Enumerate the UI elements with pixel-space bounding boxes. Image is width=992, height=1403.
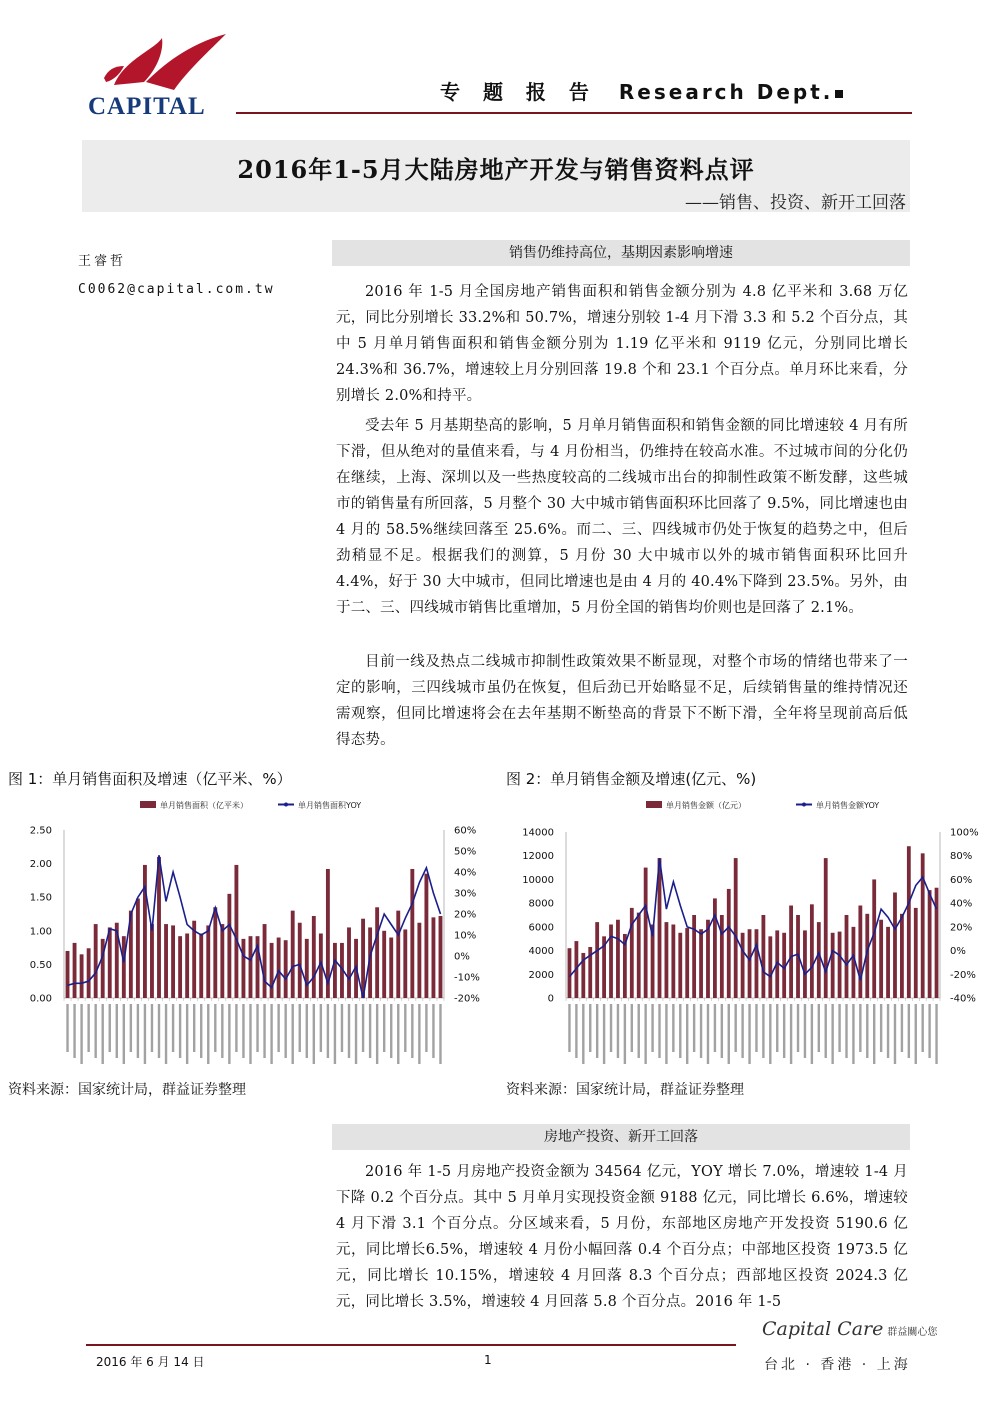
chart2-x-tick-label-glyph xyxy=(568,1004,570,1052)
chart1-x-tick-label-glyph xyxy=(299,1004,301,1052)
chart2-bar xyxy=(734,858,738,998)
chart2-bar xyxy=(824,858,828,998)
chart1-x-tick-label-glyph xyxy=(80,1004,82,1064)
chart1-x-tick-label-glyph xyxy=(116,1004,118,1058)
chart2-left-tick-label: 12000 xyxy=(522,851,554,863)
chart2-right-tick-label: 40% xyxy=(950,898,973,910)
chart2-x-tick-label-glyph xyxy=(859,1004,861,1052)
chart1-x-tick-label-glyph xyxy=(151,1004,153,1052)
chart1-x-tick-label-glyph xyxy=(369,1004,371,1058)
chart2-bar xyxy=(727,889,731,998)
dept-cn: 专 题 报 告 xyxy=(440,80,597,104)
chart1-bar xyxy=(94,924,98,998)
chart2-x-tick-label-glyph xyxy=(915,1004,917,1064)
chart1-x-tick-label-glyph xyxy=(313,1004,315,1064)
chart2-left-tick-label: 0 xyxy=(547,993,554,1005)
logo-text: CAPITAL xyxy=(88,93,206,120)
chart2-x-tick-label-glyph xyxy=(935,1004,937,1064)
chart1-x-tick-label-glyph xyxy=(376,1004,378,1064)
chart1-bar xyxy=(424,874,428,998)
chart1-x-tick-label-glyph xyxy=(102,1004,104,1064)
chart2-x-tick-label-glyph xyxy=(693,1004,695,1052)
chart2-bar xyxy=(886,927,890,998)
chart1-x-tick-label-glyph xyxy=(418,1004,420,1064)
chart1-x-tick-label-glyph xyxy=(348,1004,350,1058)
chart1-bar xyxy=(263,924,267,998)
figure-2-source: 资料来源：国家统计局，群益证券整理 xyxy=(506,1082,744,1098)
paragraph-sales-1: 2016 年 1-5 月全国房地产销售面积和销售金额分别为 4.8 亿平米和 3.68 万亿元，同比分别增长 33.2%和 50.7%，增速分别较 1-4 月下滑 3.3 和 5.2 个百分点，其中 5 月单月销售面积和销售金额分别为 1.19 亿平米和 9119 亿元，分别同比增长 24.3%和 36.7%，增速较上月分别回落 19.8 个和 23.1 个百分点。单月环比来看，分别增长 2.0%和持平。 xyxy=(336,284,908,404)
chart1-bar xyxy=(333,943,337,998)
chart1-x-tick-label-glyph xyxy=(242,1004,244,1058)
chart1-bar xyxy=(298,923,302,998)
chart1-left-tick-label: 1.50 xyxy=(29,892,52,904)
section-heading-investment: 房地产投资、新开工回落 xyxy=(332,1124,910,1150)
chart1-bar xyxy=(108,927,112,998)
chart1-right-tick-label: 0% xyxy=(454,951,470,963)
chart2-x-tick-label-glyph xyxy=(679,1004,681,1058)
chart1-x-tick-label-glyph xyxy=(165,1004,167,1064)
chart1-right-tick-label: 10% xyxy=(454,930,477,942)
dept-en: Research Dept. xyxy=(618,80,834,104)
chart1-x-tick-label-glyph xyxy=(306,1004,308,1058)
chart2-x-tick-label-glyph xyxy=(838,1004,840,1052)
chart1-bar xyxy=(432,917,436,998)
chart1-bar xyxy=(396,911,400,998)
chart2-legend-bar-label: 单月销售金额（亿元） xyxy=(666,801,746,810)
chart1-x-tick-label-glyph xyxy=(277,1004,279,1052)
chart1-bar xyxy=(178,936,182,998)
chart2-x-tick-label-glyph xyxy=(631,1004,633,1052)
chart2-x-tick-label-glyph xyxy=(928,1004,930,1058)
chart1-legend xyxy=(140,800,361,810)
chart1-x-tick-marks xyxy=(64,998,444,1064)
chart1-bar xyxy=(312,916,316,998)
chart2-x-tick-label-glyph xyxy=(700,1004,702,1058)
chart1-bar xyxy=(143,865,147,998)
chart1-x-tick-label-glyph xyxy=(270,1004,272,1064)
chart1-x-tick-label-glyph xyxy=(87,1004,89,1052)
chart1-right-tick-label: -10% xyxy=(454,972,480,984)
chart2-x-tick-label-glyph xyxy=(721,1004,723,1058)
chart1-right-tick-label: 30% xyxy=(454,888,477,900)
chart2-bar xyxy=(817,922,821,998)
chart1-bar xyxy=(220,924,224,998)
chart1-bar xyxy=(213,907,217,998)
chart1-bar xyxy=(403,929,407,998)
chart1-bar xyxy=(87,948,91,998)
chart1-bar xyxy=(73,943,77,998)
chart1-bar xyxy=(150,924,154,998)
chart1-x-tick-label-glyph xyxy=(214,1004,216,1052)
chart1-x-tick-label-glyph xyxy=(425,1004,427,1052)
chart2-left-tick-label: 2000 xyxy=(528,969,554,981)
chart2-bar xyxy=(685,928,689,998)
chart1-bar xyxy=(382,931,386,998)
chart-sales-amount xyxy=(500,792,992,1072)
chart1-x-tick-label-glyph xyxy=(249,1004,251,1064)
chart2-x-tick-label-glyph xyxy=(887,1004,889,1058)
chart2-right-tick-label: 0% xyxy=(950,946,966,958)
capital-care-text: Capital Care xyxy=(762,1318,884,1340)
chart2-bar xyxy=(858,906,862,998)
chart2-left-tick-label: 4000 xyxy=(528,946,554,958)
chart1-right-tick-label: 60% xyxy=(454,825,477,837)
chart2-bar xyxy=(907,846,911,998)
chart2-bar xyxy=(845,915,849,998)
chart2-x-tick-label-glyph xyxy=(831,1004,833,1064)
chart2-x-tick-label-glyph xyxy=(818,1004,820,1052)
chart1-x-tick-label-glyph xyxy=(284,1004,286,1058)
chart2-bar xyxy=(699,929,703,998)
chart2-left-tick-label: 8000 xyxy=(528,898,554,910)
chart1-bar xyxy=(410,869,414,998)
chart2-x-tick-label-glyph xyxy=(852,1004,854,1064)
chart1-left-tick-label: 2.00 xyxy=(29,859,52,871)
chart1-x-tick-label-glyph xyxy=(123,1004,125,1064)
chart2-x-tick-label-glyph xyxy=(624,1004,626,1064)
chart2-x-tick-label-glyph xyxy=(825,1004,827,1058)
chart2-bar xyxy=(893,892,897,998)
capital-care-tag: 群益關心您 xyxy=(887,1327,938,1338)
chart1-legend-bar-swatch xyxy=(140,801,156,808)
chart1-bar xyxy=(66,951,70,998)
chart2-bar xyxy=(665,922,669,998)
chart1-right-tick-label: -20% xyxy=(454,993,480,1005)
chart2-legend-bar-swatch xyxy=(646,801,662,808)
chart1-bar xyxy=(80,954,84,998)
chart1-bar xyxy=(234,865,238,998)
chart1-x-tick-label-glyph xyxy=(390,1004,392,1058)
chart1-bar xyxy=(249,936,253,998)
chart1-x-tick-label-glyph xyxy=(221,1004,223,1058)
chart1-bar xyxy=(347,927,351,998)
chart2-legend-line-label: 单月销售金额YOY xyxy=(816,801,880,810)
chart1-x-tick-label-glyph xyxy=(292,1004,294,1064)
chart1-x-tick-label-glyph xyxy=(186,1004,188,1064)
chart2-bar-series xyxy=(568,846,939,998)
chart2-bar xyxy=(831,933,835,998)
footer-rule xyxy=(86,1344,736,1346)
chart2-x-tick-label-glyph xyxy=(873,1004,875,1064)
chart1-x-tick-label-glyph xyxy=(66,1004,68,1052)
chart2-bar xyxy=(692,915,696,998)
chart2-left-tick-label: 10000 xyxy=(522,874,554,886)
chart1-x-tick-label-glyph xyxy=(228,1004,230,1064)
chart2-bar xyxy=(706,920,710,998)
chart1-x-tick-label-glyph xyxy=(179,1004,181,1058)
chart2-x-tick-label-glyph xyxy=(596,1004,598,1058)
chart2-x-tick-label-glyph xyxy=(651,1004,653,1052)
chart-sales-area xyxy=(0,792,490,1072)
chart1-left-tick-label: 0.00 xyxy=(29,993,52,1005)
chart2-bar xyxy=(637,913,641,998)
chart2-x-tick-label-glyph xyxy=(714,1004,716,1052)
chart2-x-tick-label-glyph xyxy=(921,1004,923,1052)
chart2-x-tick-label-glyph xyxy=(783,1004,785,1058)
chart1-bar xyxy=(389,938,393,998)
chart2-x-tick-label-glyph xyxy=(741,1004,743,1058)
chart1-x-tick-label-glyph xyxy=(263,1004,265,1058)
figure-2-title: 图 2：单月销售金额及增速(亿元、%) xyxy=(506,770,757,788)
chart2-bar xyxy=(838,932,842,998)
chart2-x-tick-label-glyph xyxy=(686,1004,688,1064)
chart1-x-tick-label-glyph xyxy=(334,1004,336,1064)
chart1-left-tick-label: 1.00 xyxy=(29,926,52,938)
chart2-bar xyxy=(644,868,648,998)
chart1-x-tick-label-glyph xyxy=(256,1004,258,1052)
chart1-right-tick-label: 50% xyxy=(454,846,477,858)
chart1-bar xyxy=(291,911,295,998)
chart1-bar xyxy=(439,916,443,998)
chart1-x-tick-label-glyph xyxy=(235,1004,237,1052)
chart1-legend-line-marker xyxy=(284,803,288,807)
chart2-x-tick-label-glyph xyxy=(811,1004,813,1064)
chart1-bar xyxy=(122,936,126,998)
chart2-right-tick-label: -40% xyxy=(950,993,976,1005)
chart2-bar xyxy=(595,922,599,998)
chart2-legend-line-marker xyxy=(802,803,806,807)
report-title: 2016年1-5月大陆房地产开发与销售资料点评 xyxy=(237,155,755,184)
chart1-bar xyxy=(164,924,168,998)
chart1-left-tick-label: 0.50 xyxy=(29,959,52,971)
chart2-x-tick-label-glyph xyxy=(575,1004,577,1058)
dept-line xyxy=(440,76,843,105)
chart1-x-tick-label-glyph xyxy=(320,1004,322,1052)
chart1-bar-series xyxy=(66,857,443,998)
chart2-x-tick-label-glyph xyxy=(638,1004,640,1058)
chart2-x-tick-label-glyph xyxy=(776,1004,778,1052)
chart2-right-tick-label: 100% xyxy=(950,827,979,839)
capital-care-logo xyxy=(762,1318,937,1340)
chart1-x-tick-label-glyph xyxy=(94,1004,96,1058)
chart2-x-tick-label-glyph xyxy=(866,1004,868,1058)
header-rule xyxy=(236,112,912,114)
capital-logo xyxy=(84,30,244,120)
paragraph-sales-2: 受去年 5 月基期垫高的影响，5 月单月销售面积和销售金额的同比增速较 4 月有所下滑，但从绝对的量值来看，与 4 月份相当，仍维持在较高水准。不过城市间的分化仍在继续，上海、深圳以及一些热度较高的二线城市出台的抑制性政策不断发酵，这些城市的销售量有所回落，5 月整个 30 大中城市销售面积环比回落了 9.5%，同比增速也由 4 月的 58.5%继续回落至 25.6%。而二、三、四线城市仍处于恢复的趋势之中，但后劲稍显不足。根据我们的测算，5 月份 30 大中城市以外的城市销售面积环比回升 4.4%，好于 30 大中城市，但同比增速也是由 4 月的 40.4%下降到 23.5%。另外，由于二、三、四线城市销售比重增加，5 月份全国的销售均价则也是回落了 2.1%。 xyxy=(336,418,908,616)
chart2-bar xyxy=(755,929,759,998)
chart1-x-tick-label-glyph xyxy=(355,1004,357,1064)
chart2-bar xyxy=(879,920,883,998)
chart2-x-tick-label-glyph xyxy=(804,1004,806,1058)
chart2-x-tick-label-glyph xyxy=(617,1004,619,1058)
chart2-right-tick-label: -20% xyxy=(950,969,976,981)
chart2-x-tick-label-glyph xyxy=(603,1004,605,1064)
paragraph-sales-3: 目前一线及热点二线城市抑制性政策效果不断显现，对整个市场的情绪也带来了一定的影响，三四线城市虽仍在恢复，但后劲已开始略显不足，后续销售量的维持情况还需观察，但同比增速将会在去年基期不断垫高的背景下不断下滑，全年将呈现前高后低得态势。 xyxy=(336,654,908,748)
chart1-x-tick-label-glyph xyxy=(109,1004,111,1052)
chart2-x-tick-label-glyph xyxy=(908,1004,910,1058)
paragraph-investment-1: 2016 年 1-5 月房地产投资金额为 34564 亿元，YOY 增长 7.0%，增速较 1-4 月下降 0.2 个百分点。其中 5 月单月实现投资金额 9188 亿元，同比增长 6.6%，增速较 4 月下滑 3.1 个百分点。分区域来看，5 月份，东部地区房地产开发投资 5190.6 亿元，同比增长6.5%，增速较 4 月份小幅回落 0.4 个百分点；中部地区投资 1973.5 亿元，同比增长 10.15%，增速较 4 月回落 8.3 个百分点；西部地区投资 2024.3 亿元，同比增长 3.5%，增速较 4 月回落 5.8 个百分点。2016 年 1-5 xyxy=(336,1164,908,1310)
figure-1-title: 图 1：单月销售面积及增速（亿平米、%） xyxy=(8,770,292,788)
chart1-x-tick-label-glyph xyxy=(158,1004,160,1058)
chart2-x-tick-label-glyph xyxy=(845,1004,847,1058)
chart1-legend-line-label: 单月销售面积YOY xyxy=(298,801,362,810)
chart2-x-tick-label-glyph xyxy=(748,1004,750,1064)
chart2-bar xyxy=(803,930,807,998)
chart2-x-tick-label-glyph xyxy=(665,1004,667,1064)
chart1-bar xyxy=(206,925,210,998)
chart2-x-tick-label-glyph xyxy=(672,1004,674,1052)
chart1-bar xyxy=(136,899,140,998)
chart2-bar xyxy=(616,920,620,998)
chart2-bar xyxy=(720,915,724,998)
chart1-x-tick-label-glyph xyxy=(137,1004,139,1058)
chart1-bar xyxy=(277,938,281,998)
chart2-x-tick-label-glyph xyxy=(790,1004,792,1064)
chart2-x-tick-label-glyph xyxy=(755,1004,757,1052)
chart1-x-tick-label-glyph xyxy=(362,1004,364,1052)
chart2-x-tick-label-glyph xyxy=(658,1004,660,1058)
chart1-bar xyxy=(284,940,288,998)
chart1-bar xyxy=(199,933,203,998)
chart1-x-tick-label-glyph xyxy=(432,1004,434,1058)
chart1-bar xyxy=(375,907,379,998)
chart1-right-tick-label: 20% xyxy=(454,909,477,921)
chart1-bar xyxy=(242,939,246,998)
chart2-bar xyxy=(678,933,682,998)
page-number: 1 xyxy=(484,1353,492,1367)
chart2-legend xyxy=(646,800,879,810)
chart2-bar xyxy=(872,879,876,998)
section-heading-sales: 销售仍维持高位，基期因素影响增速 xyxy=(332,240,910,266)
chart1-x-tick-label-glyph xyxy=(130,1004,132,1052)
chart1-x-tick-label-glyph xyxy=(207,1004,209,1064)
chart1-bar xyxy=(270,943,274,998)
chart1-x-tick-label-glyph xyxy=(397,1004,399,1064)
chart1-x-tick-label-glyph xyxy=(411,1004,413,1058)
chart1-x-tick-label-glyph xyxy=(404,1004,406,1052)
footer-date: 2016 年 6 月 14 日 xyxy=(96,1355,205,1369)
chart2-right-tick-label: 60% xyxy=(950,874,973,886)
chart2-x-tick-label-glyph xyxy=(901,1004,903,1052)
chart2-x-tick-label-glyph xyxy=(644,1004,646,1064)
chart1-right-tick-label: 40% xyxy=(454,867,477,879)
chart2-x-tick-label-glyph xyxy=(610,1004,612,1052)
chart2-bar xyxy=(789,906,793,998)
chart1-bar xyxy=(171,925,175,998)
chart2-right-tick-label: 80% xyxy=(950,851,973,863)
chart2-right-tick-label: 20% xyxy=(950,922,973,934)
author-email[interactable]: C0062@capital.com.tw xyxy=(78,282,275,297)
chart1-x-tick-label-glyph xyxy=(383,1004,385,1052)
chart1-x-tick-label-glyph xyxy=(439,1004,441,1064)
chart2-bar xyxy=(768,936,772,998)
figure-1-source: 资料来源：国家统计局，群益证券整理 xyxy=(8,1082,246,1098)
chart1-bar xyxy=(227,894,231,998)
chart2-bar xyxy=(748,929,752,998)
chart2-x-tick-label-glyph xyxy=(582,1004,584,1064)
chart2-bar xyxy=(900,914,904,998)
chart2-x-tick-label-glyph xyxy=(769,1004,771,1064)
chart2-bar xyxy=(810,904,814,998)
report-subtitle: ——销售、投资、新开工回落 xyxy=(685,193,906,213)
chart2-bar xyxy=(914,908,918,998)
chart1-x-tick-label-glyph xyxy=(144,1004,146,1064)
chart2-bar xyxy=(671,924,675,998)
chart2-x-tick-label-glyph xyxy=(728,1004,730,1064)
chart2-bar xyxy=(761,915,765,998)
chart1-x-tick-label-glyph xyxy=(193,1004,195,1052)
chart1-x-tick-label-glyph xyxy=(172,1004,174,1052)
chart1-legend-bar-label: 单月销售面积（亿平米） xyxy=(160,801,248,810)
chart2-bar xyxy=(921,853,925,998)
chart1-left-tick-label: 2.50 xyxy=(29,825,52,837)
chart2-x-tick-label-glyph xyxy=(589,1004,591,1052)
chart1-x-tick-label-glyph xyxy=(200,1004,202,1058)
chart2-x-tick-label-glyph xyxy=(894,1004,896,1064)
footer-cities: 台北 · 香港 · 上海 xyxy=(764,1357,911,1373)
chart2-x-tick-label-glyph xyxy=(762,1004,764,1058)
chart2-bar xyxy=(568,948,572,998)
chart2-left-tick-label: 14000 xyxy=(522,827,554,839)
chart1-bar xyxy=(185,933,189,998)
author-name: 王睿哲 xyxy=(78,254,127,269)
chart1-bar xyxy=(417,923,421,998)
chart2-x-tick-label-glyph xyxy=(880,1004,882,1052)
chart1-x-tick-label-glyph xyxy=(327,1004,329,1058)
chart2-x-tick-label-glyph xyxy=(707,1004,709,1064)
chart2-bar xyxy=(741,933,745,998)
chart2-x-tick-label-glyph xyxy=(797,1004,799,1052)
chart2-left-tick-label: 6000 xyxy=(528,922,554,934)
chart1-x-tick-label-glyph xyxy=(73,1004,75,1058)
chart1-x-tick-label-glyph xyxy=(341,1004,343,1052)
chart2-bar xyxy=(928,890,932,998)
chart1-bar xyxy=(305,939,309,998)
chart2-x-tick-marks xyxy=(566,998,940,1064)
chart2-x-tick-label-glyph xyxy=(734,1004,736,1052)
